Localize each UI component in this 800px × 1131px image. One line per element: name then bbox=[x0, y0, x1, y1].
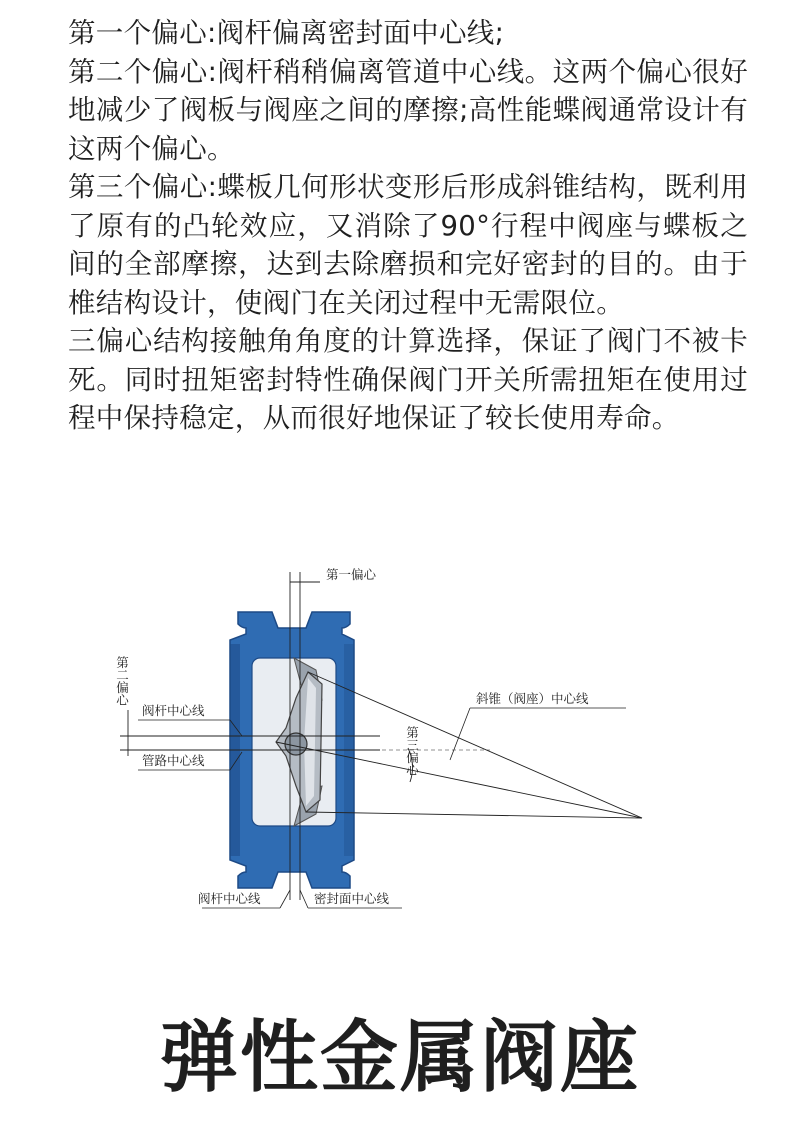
description-text bbox=[68, 14, 748, 438]
label-second-offset: 第二偏心 bbox=[114, 656, 130, 706]
cone-line-upper bbox=[308, 672, 642, 818]
stem-bottom-arrow bbox=[280, 890, 290, 908]
label-first-offset: 第一偏心 bbox=[326, 567, 377, 582]
paragraph-first-offset: 第一个偏心:阀杆偏离密封面中心线; bbox=[68, 17, 505, 49]
label-cone-centerline: 斜锥（阀座）中心线 bbox=[476, 691, 589, 706]
triple-offset-valve-diagram bbox=[90, 560, 670, 920]
seal-bottom-arrow bbox=[300, 890, 308, 908]
paragraph-third-offset: 第三个偏心:蝶板几何形状变形后形成斜锥结构，既利用了原有的凸轮效应，又消除了90°行程中阀座与蝶板之间的全部摩擦，达到去除磨损和完好密封的目的。由于椎结构设计，使阀门在关闭过程中无需限位。 bbox=[68, 171, 748, 319]
label-pipe-centerline: 管路中心线 bbox=[142, 753, 205, 768]
label-third-offset: 第三偏心 bbox=[404, 726, 420, 776]
cone-label-arrow bbox=[450, 708, 470, 760]
paragraph-second-offset: 第二个偏心:阀杆稍稍偏离管道中心线。这两个偏心很好地减少了阀板与阀座之间的摩擦;高性能蝶阀通常设计有这两个偏心。 bbox=[68, 55, 748, 165]
valve-cross-section-svg bbox=[90, 560, 670, 920]
label-stem-centerline-left: 阀杆中心线 bbox=[142, 703, 205, 718]
label-stem-centerline-bottom: 阀杆中心线 bbox=[198, 891, 261, 906]
paragraph-triple-offset-benefits: 三偏心结构接触角角度的计算选择，保证了阀门不被卡死。同时扭矩密封特性确保阀门开关所需扭矩在使用过程中保持稳定，从而很好地保证了较长使用寿命。 bbox=[68, 325, 748, 434]
label-seal-face-centerline: 密封面中心线 bbox=[314, 891, 390, 906]
section-heading: 弹性金属阀座 bbox=[159, 1013, 640, 1103]
cone-line-lower bbox=[306, 812, 642, 818]
